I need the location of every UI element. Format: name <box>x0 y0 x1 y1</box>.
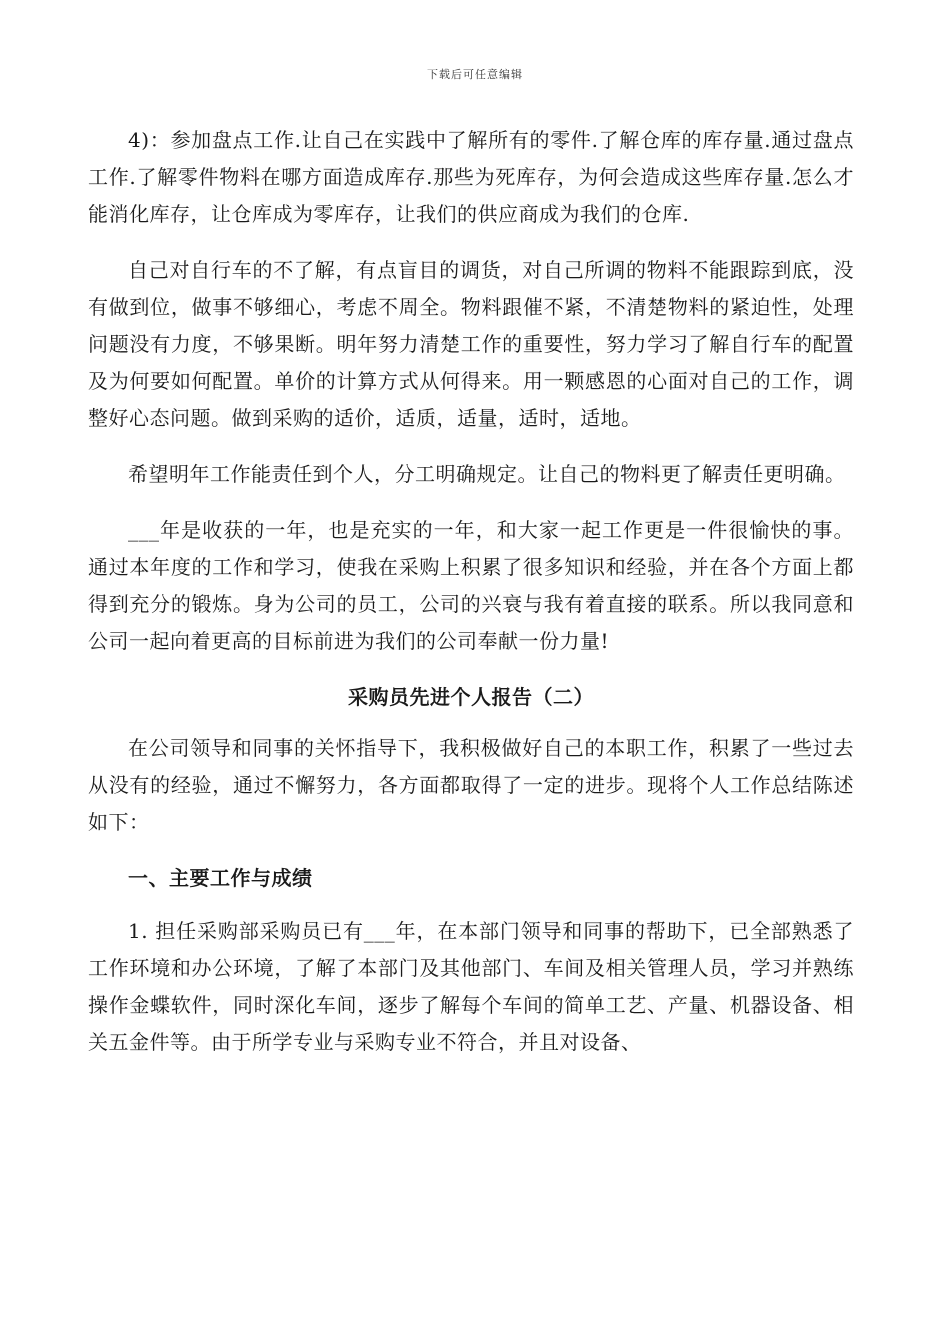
paragraph-inventory: 4)：参加盘点工作.让自己在实践中了解所有的零件.了解仓库的库存量.通过盘点工作.了解零件物料在哪方面造成库存.那些为死库存，为何会造成这些库存量.怎么才能消化库存，让仓库成为零库存，让我们的供应商成为我们的仓库. <box>88 128 854 226</box>
paragraph-item-1: 1. 担任采购部采购员已有___年，在本部门领导和同事的帮助下，已全部熟悉了工作环境和办公环境，了解了本部门及其他部门、车间及相关管理人员，学习并熟练操作金蝶软件，同时深化车间，逐步了解每个车间的简单工艺、产量、机器设备、相关五金件等。由于所学专业与采购专业不符合，并且对设备、 <box>88 919 854 1054</box>
paragraph-year-summary: ___年是收获的一年，也是充实的一年，和大家一起工作更是一件很愉快的事。通过本年度的工作和学习，使我在采购上积累了很多知识和经验，并在各个方面上都得到充分的锻炼。身为公司的员工，公司的兴衰与我有着直接的联系。所以我同意和公司一起向着更高的目标前进为我们的公司奉献一份力量! <box>88 518 854 653</box>
page-header-note: 下载后可任意编辑 <box>427 68 523 81</box>
subheading-main-work: 一、主要工作与成绩 <box>128 866 313 890</box>
paragraph-intro: 在公司领导和同事的关怀指导下，我积极做好自己的本职工作，积累了一些过去从没有的经验，通过不懈努力，各方面都取得了一定的进步。现将个人工作总结陈述如下： <box>88 736 854 834</box>
paragraph-hope: 希望明年工作能责任到个人，分工明确规定。让自己的物料更了解责任更明确。 <box>128 462 846 486</box>
section-title: 采购员先进个人报告（二） <box>348 685 594 709</box>
document-body <box>88 122 854 1080</box>
paragraph-self-review: 自己对自行车的不了解，有点盲目的调货，对自己所调的物料不能跟踪到底，没有做到位，做事不够细心，考虑不周全。物料跟催不紧，不清楚物料的紧迫性，处理问题没有力度，不够果断。明年努力清楚工作的重要性，努力学习了解自行车的配置及为何要如何配置。单价的计算方式从何得来。用一颗感恩的心面对自己的工作，调整好心态问题。做到采购的适价，适质，适量，适时，适地。 <box>88 258 854 430</box>
